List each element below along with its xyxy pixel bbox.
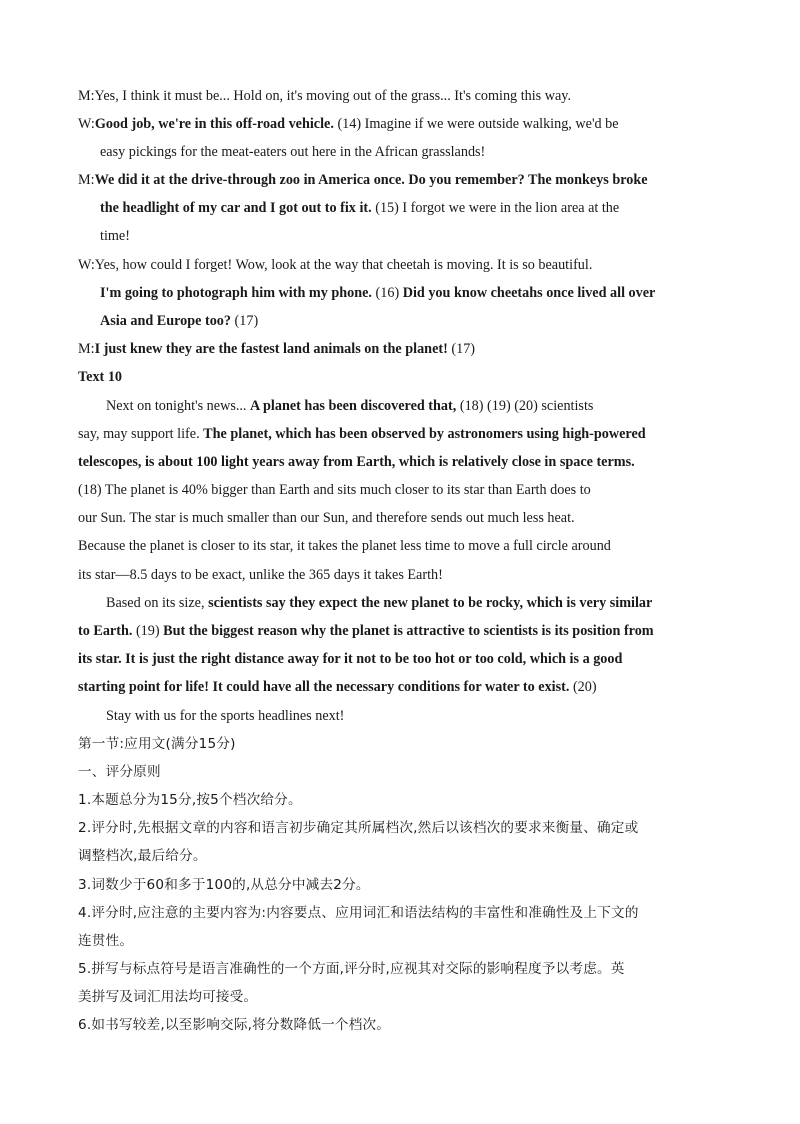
paragraph-line	[106, 593, 800, 613]
scoring-line: 5.拼写与标点符号是语言准确性的一个方面,评分时,应视其对交际的影响程度予以考虑。英	[78, 961, 625, 977]
paragraph-line	[78, 452, 800, 472]
dialogue-line	[78, 170, 800, 190]
text10-heading: Text 10	[78, 369, 123, 385]
dialogue-line	[78, 255, 800, 275]
text-run: (14) Imagine if we were outside walking, we'd be	[333, 116, 619, 132]
dialogue-line	[100, 283, 800, 303]
dialogue-line	[100, 198, 800, 218]
bold-text: scientists say they expect the new planet to be rocky, which is very similar	[208, 595, 653, 611]
text-run: Because the planet is closer to its star, it takes the planet less time to move a full circle around	[78, 538, 611, 554]
scoring-line: 4.评分时,应注意的主要内容为:内容要点、应用词汇和语法结构的丰富性和准确性及上下文的	[78, 905, 639, 921]
paragraph-line	[78, 480, 800, 500]
scoring-line: 2.评分时,先根据文章的内容和语言初步确定其所属档次,然后以该档次的要求来衡量、确定或	[78, 820, 639, 836]
scoring-line: 调整档次,最后给分。	[78, 848, 207, 864]
scoring-line: 6.如书写较差,以至影响交际,将分数降低一个档次。	[78, 1017, 391, 1033]
paragraph-line	[78, 649, 800, 669]
paragraph-line	[78, 565, 800, 585]
text-run: (16)	[371, 285, 403, 301]
text-run: Stay with us for the sports headlines next!	[106, 708, 345, 724]
dialogue-line	[78, 114, 800, 134]
paragraph-line	[78, 424, 800, 444]
text-run: its star—8.5 days to be exact, unlike the 365 days it takes Earth!	[78, 567, 443, 583]
bold-text: Good job, we're in this off-road vehicle.	[94, 116, 334, 132]
bold-text: its star. It is just the right distance away for it not to be too hot or too cold, which is a good	[78, 651, 623, 667]
bold-text: A planet has been discovered that,	[250, 398, 457, 414]
text-run: (18) (19) (20) scientists	[456, 398, 594, 414]
text-run: say, may support life.	[78, 426, 204, 442]
text-run: (15) I forgot we were in the lion area at the	[371, 200, 620, 216]
text-run: W:	[78, 116, 95, 132]
bold-text: Asia and Europe too?	[100, 313, 231, 329]
text-run: M:Yes, I think it must be... Hold on, it's moving out of the grass... It's coming this way.	[78, 88, 571, 104]
paragraph-line	[106, 706, 800, 726]
dialogue-line	[100, 226, 800, 246]
dialogue-line	[78, 86, 800, 106]
text-run: M:	[78, 172, 95, 188]
scoring-line: 3.词数少于60和多于100的,从总分中减去2分。	[78, 877, 370, 893]
bold-text: I just knew they are the fastest land animals on the planet!	[94, 341, 448, 357]
text-run: Next on tonight's news...	[106, 398, 251, 414]
bold-text: starting point for life! It could have all the necessary conditions for water to exist.	[78, 679, 570, 695]
bold-text: I'm going to photograph him with my phone.	[100, 285, 372, 301]
text-run: (17)	[231, 313, 259, 329]
paragraph-line	[78, 536, 800, 556]
dialogue-line	[78, 339, 800, 359]
section-title: 第一节:应用文(满分15分)	[78, 736, 236, 752]
paragraph-line	[106, 396, 800, 416]
text-run: our Sun. The star is much smaller than our Sun, and therefore sends out much less heat.	[78, 510, 575, 526]
text-run: (18) The planet is 40% bigger than Earth and sits much closer to its star than Earth does to	[78, 482, 591, 498]
bold-text: Did you know cheetahs once lived all over	[402, 285, 656, 301]
paragraph-line	[78, 621, 800, 641]
text-run: W:Yes, how could I forget! Wow, look at the way that cheetah is moving. It is so beautiful.	[78, 257, 593, 273]
bold-text: the headlight of my car and I got out to fix it.	[100, 200, 372, 216]
dialogue-line	[100, 311, 800, 331]
scoring-line: 1.本题总分为15分,按5个档次给分。	[78, 792, 302, 808]
dialogue-line	[100, 142, 800, 162]
paragraph-line	[78, 677, 800, 697]
text-run: Based on its size,	[106, 595, 209, 611]
bold-text: telescopes, is about 100 light years away from Earth, which is relatively close in space terms.	[78, 454, 635, 470]
section-subtitle: 一、评分原则	[78, 764, 161, 780]
scoring-line: 美拼写及词汇用法均可接受。	[78, 989, 258, 1005]
paragraph-line	[78, 508, 800, 528]
bold-text: to Earth.	[78, 623, 133, 639]
scoring-line: 连贯性。	[78, 933, 134, 949]
bold-text: We did it at the drive-through zoo in America once. Do you remember? The monkeys broke	[94, 172, 648, 188]
text-run: easy pickings for the meat-eaters out here in the African grasslands!	[100, 144, 486, 160]
bold-text: The planet, which has been observed by astronomers using high-powered	[203, 426, 646, 442]
text-run: time!	[100, 228, 130, 244]
bold-text: But the biggest reason why the planet is attractive to scientists is its position from	[163, 623, 654, 639]
text-run: (17)	[447, 341, 476, 357]
text-run: M:	[78, 341, 95, 357]
text-run: (20)	[569, 679, 597, 695]
text-run: (19)	[132, 623, 164, 639]
